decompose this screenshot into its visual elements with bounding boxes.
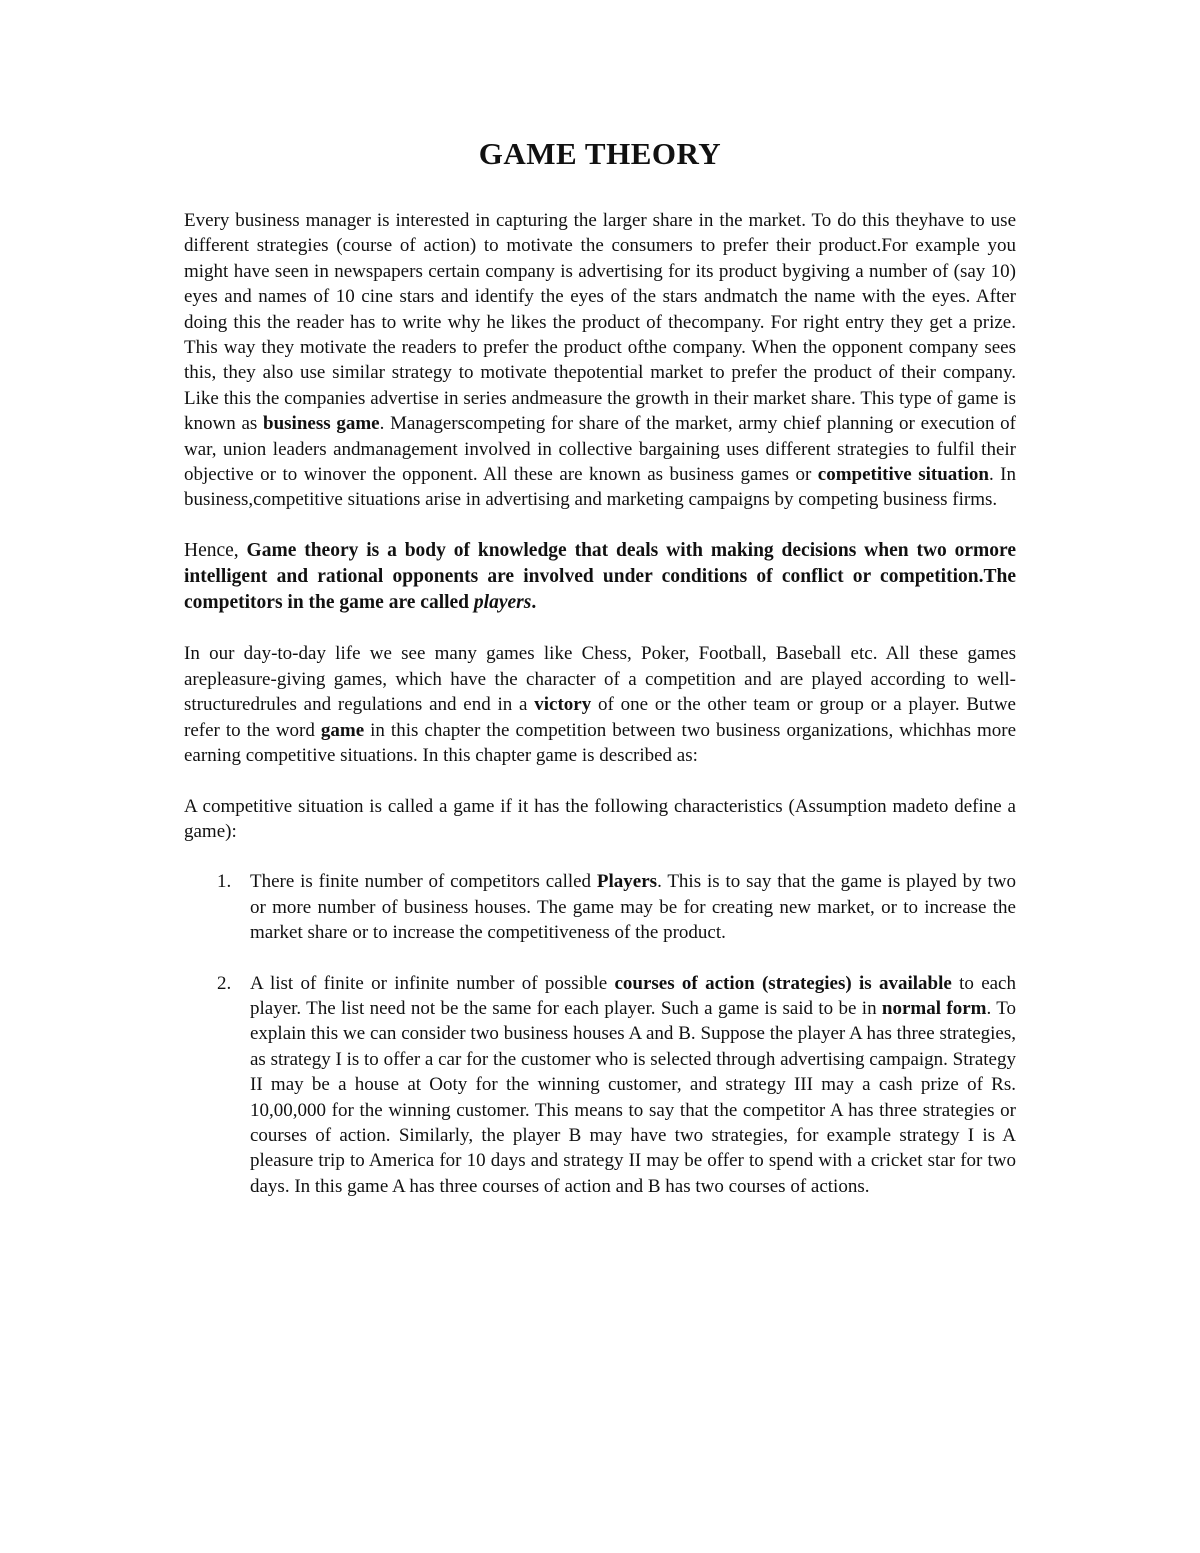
list-item-1-text-2: . This is to say that the game is played by two or more number of business houses. The game may be for creating new market, or to increase the market share or to increase the competitiveness of the product. [250,871,1016,944]
victory-term: victory [534,694,592,716]
list-item-2-text-1: A list of finite or infinite number of possible [250,972,615,994]
intro-text-2: . Managerscompeting for share of the market, army chief planning or execution of war, union leaders andmanagement involved in collective bargaining uses different strategies to fulfil their objective or to winover the opponent. All these are known as business games or [184,413,1016,486]
daily-life-text-1: In our day-to-day life we see many games like Chess, Poker, Football, Baseball etc. All these games arepleasure-giving games, which have the character of a competition and are played according to well-structuredrules and regulations and end in a [184,643,1016,716]
list-item-2-text-3: . To explain this we can consider two business houses A and B. Suppose the player A has three strategies, as strategy I is to offer a car for the customer who is selected through advertising campaign. Strategy II may be a house at Ooty for the winning customer, and strategy III may a cash prize of Rs. 10,00,000 for the winning customer. This means to say that the competitor A has three strategies or courses of action. Similarly, the player B may have two strategies, for example strategy I is A pleasure trip to America for 10 days and strategy II may be offer to spend with a cricket star for two days. In this game A has three courses of action and B has two courses of actions. [250,997,1016,1197]
competitive-situation-term: competitive situation [817,464,989,486]
daily-life-paragraph [184,641,1016,768]
intro-paragraph [184,208,1016,513]
game-term: game [320,719,365,741]
list-item [184,869,1016,945]
definition-lead: Hence, [184,539,247,561]
intro-text-3: . In business,competitive situations arise in advertising and marketing campaigns by competing business firms. [184,464,1017,511]
characteristics-list [184,869,1016,1199]
list-item-text [250,869,1016,945]
list-item [184,971,1016,1200]
daily-life-text-3: in this chapter the competition between two business organizations, whichhas more earning competitive situations. In this chapter game is described as: [184,719,1016,767]
players-term: players [473,592,532,614]
characteristics-intro: A competitive situation is called a game if it has the following characteristics (Assumption madeto define a game): [184,795,1016,842]
definition-end: . [531,592,537,614]
normal-form-term: normal form [881,997,987,1019]
business-game-term: business game [263,413,380,435]
spacer [184,616,1016,641]
definition-text: Game theory is a body of knowledge that deals with making decisions when two ormore intelligent and rational opponents are involved under conditions of conflict or competition.The competitors in the game are called [184,539,1016,614]
document-page [184,135,1016,1199]
spacer [184,769,1016,794]
definition-paragraph [184,538,1016,617]
page-title: GAME THEORY [478,136,722,171]
spacer [184,513,1016,538]
spacer [184,946,1016,971]
courses-of-action-term: courses of action (strategies) is available [614,972,952,994]
list-number: 1. [217,871,232,893]
list-item-1-text-1: There is finite number of competitors called [250,871,597,893]
list-item-2-text-2: to each player. The list need not be the same for each player. Such a game is said to be in [250,972,1016,1019]
list-number: 2. [217,972,232,994]
intro-text-1: Every business manager is interested in capturing the larger share in the market. To do this theyhave to use different strategies (course of action) to motivate the consumers to prefer their product.For example you might have seen in newspapers certain company is advertising for its product bygiving a number of (say 10) eyes and names of 10 cine stars and identify the eyes of the stars andmatch the name with the eyes. After doing this the reader has to write why he likes the product of thecompany. For right entry they get a prize. This way they motivate the readers to prefer the product ofthe company. When the opponent company sees this, they also use similar strategy to motivate thepotential market to prefer the product of their company. Like this the companies advertise in series andmeasure the growth in their market share. This type of game is known as [184,210,1016,435]
list-item-text [250,971,1016,1200]
spacer [184,844,1016,869]
players-bold-term: Players [596,871,658,893]
daily-life-text-2: of one or the other team or group or a player. Butwe refer to the word [184,694,1016,741]
